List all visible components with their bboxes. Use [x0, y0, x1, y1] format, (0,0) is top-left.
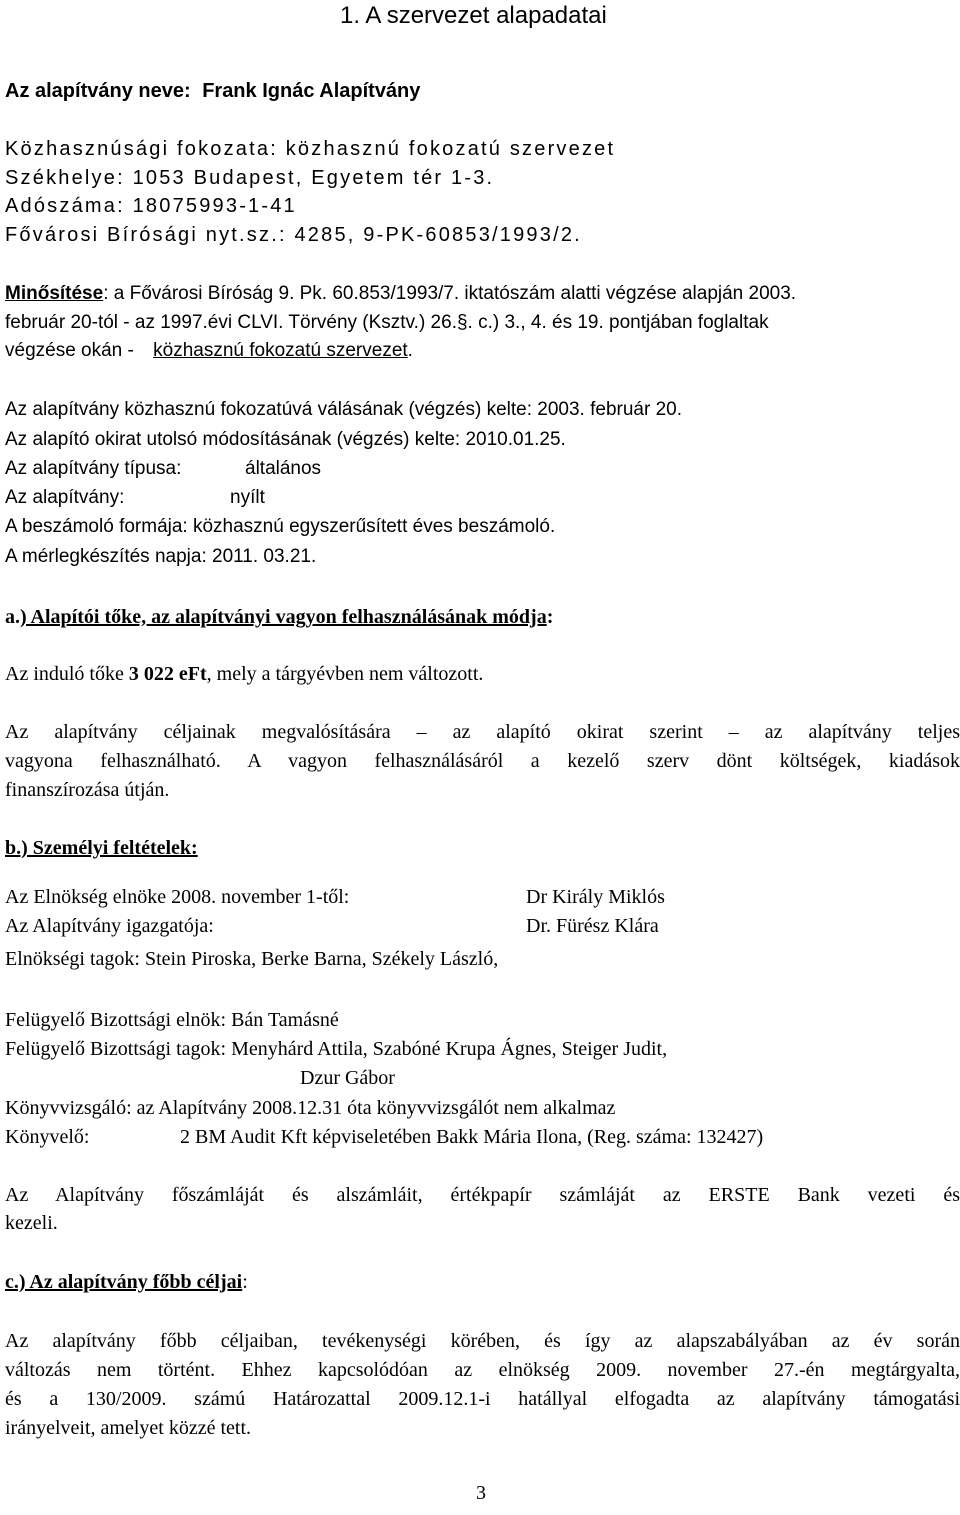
minosites-line-1 — [5, 282, 796, 306]
kozhasznusagi-line: Közhasznúsági fokozata: közhasznú fokozatú szervezet — [5, 138, 616, 160]
bank-line-2: kezeli. — [5, 1212, 58, 1234]
capital-text-c: , mely a tárgyévben nem változott. — [206, 663, 484, 685]
celok-line-4: irányelveit, amelyet közzé tett. — [5, 1417, 251, 1439]
minosites-text-1: : a Fővárosi Bíróság 9. Pk. 60.853/1993/7. iktatószám alatti végzése alapján 2003. — [103, 283, 797, 304]
merleg-line: A mérlegkészítés napja: 2011. 03.21. — [5, 546, 317, 567]
celok-line-1: Az alapítvány főbb céljaiban, tevékenységi körében, és így az alapszabályában az év során — [5, 1330, 960, 1352]
elnok-line — [5, 885, 665, 909]
tipus-value: általános — [245, 458, 322, 479]
konyvelo-label: Könyvelő: — [5, 1126, 90, 1148]
capital-amount: 3 022 eFt — [128, 663, 207, 685]
elnokseg-tagok-line: Elnökségi tagok: Stein Piroska, Berke Barna, Székely László, — [5, 948, 499, 970]
tipus-label: Az alapítvány típusa: — [5, 458, 182, 479]
adoszam-line: Adószáma: 18075993-1-41 — [5, 195, 297, 217]
induló-toke-line — [5, 662, 483, 686]
konyvelo-line — [5, 1125, 764, 1149]
elnok-value: Dr Király Miklós — [526, 886, 665, 908]
kelte-line: Az alapítvány közhasznú fokozatúvá válásának (végzés) kelte: 2003. február 20. — [5, 399, 683, 420]
tipus-line — [5, 457, 322, 481]
section-a-title — [5, 605, 553, 629]
foundation-name-row — [5, 79, 420, 103]
igazgato-line — [5, 914, 659, 938]
igazgato-label: Az Alapítvány igazgatója: — [5, 915, 214, 937]
fb-tagok-line-2: Dzur Gábor — [300, 1067, 395, 1089]
section-a-suffix: : — [546, 606, 554, 628]
alapitvany-label: Az alapítvány: — [5, 487, 125, 508]
igazgato-value: Dr. Fürész Klára — [526, 915, 659, 937]
konyvvizsgalo-line: Könyvvizsgáló: az Alapítvány 2008.12.31 óta könyvvizsgálót nem alkalmaz — [5, 1097, 616, 1119]
fb-elnok-line: Felügyelő Bizottsági elnök: Bán Tamásné — [5, 1009, 339, 1031]
capital-text-a: Az induló tőke — [5, 663, 129, 685]
section-c-title — [5, 1270, 248, 1294]
birosagi-line: Fővárosi Bírósági nyt.sz.: 4285, 9-PK-60853/1993/2. — [5, 224, 582, 246]
celok-line-2: változás nem történt. Ehhez kapcsolódóan az elnökség 2009. november 27.-én megtárgyalta, — [5, 1359, 960, 1381]
section-c-heading: c.) Az alapítvány főbb céljai — [5, 1271, 243, 1293]
fb-tagok-line: Felügyelő Bizottsági tagok: Menyhárd Attila, Szabóné Krupa Ágnes, Steiger Judit, — [5, 1038, 668, 1060]
minosites-line-3 — [5, 339, 413, 363]
section-a-prefix: a. — [5, 606, 20, 628]
vagyon-para-line-1: Az alapítvány céljainak megvalósítására – az alapító okirat szerint – az alapítvány teljes — [5, 721, 960, 743]
page-number: 3 — [476, 1482, 486, 1504]
section-a-heading: ) Alapítói tőke, az alapítványi vagyon felhasználásának módja — [20, 606, 547, 628]
szekhely-line: Székhelye: 1053 Budapest, Egyetem tér 1-3. — [5, 167, 495, 189]
section-b-title: b.) Személyi feltételek: — [5, 837, 198, 859]
alapitvany-value: nyílt — [230, 487, 265, 508]
bank-line-1: Az Alapítvány főszámláját és alszámláit, értékpapír számláját az ERSTE Bank vezeti és — [5, 1184, 960, 1206]
okirat-line: Az alapító okirat utolsó módosításának (végzés) kelte: 2010.01.25. — [5, 429, 566, 450]
elnok-label: Az Elnökség elnöke 2008. november 1-től: — [5, 886, 350, 908]
beszamolo-line: A beszámoló formája: közhasznú egyszerűsített éves beszámoló. — [5, 516, 556, 537]
celok-line-3: és a 130/2009. számú Határozattal 2009.12.1-i hatállyal elfogadta az alapítvány támogatási — [5, 1388, 960, 1410]
minosites-line-2: február 20-tól - az 1997.évi CLVI. Törvény (Ksztv.) 26.§. c.) 3., 4. és 19. pontjában foglaltak — [5, 312, 769, 333]
alapitvany-line — [5, 486, 265, 510]
vagyon-para-line-2: vagyona felhasználható. A vagyon felhasználásáról a kezelő szerv dönt költségek, kiadások — [5, 750, 960, 772]
minosites-text-3c: . — [407, 340, 413, 361]
konyvelo-value: 2 BM Audit Kft képviseletében Bakk Mária Ilona, (Reg. száma: 132427) — [180, 1126, 764, 1148]
section-c-suffix: : — [242, 1271, 248, 1293]
minosites-text-3a: végzése okán - — [5, 340, 140, 361]
foundation-name-label: Az alapítvány neve: — [5, 80, 191, 102]
vagyon-para-line-3: finanszírozása útján. — [5, 779, 170, 801]
page-title: 1. A szervezet alapadatai — [340, 2, 607, 29]
minosites-label: Minősítése — [5, 283, 104, 304]
minosites-status: közhasznú fokozatú szervezet — [153, 340, 408, 361]
foundation-name-value: Frank Ignác Alapítvány — [202, 80, 421, 102]
